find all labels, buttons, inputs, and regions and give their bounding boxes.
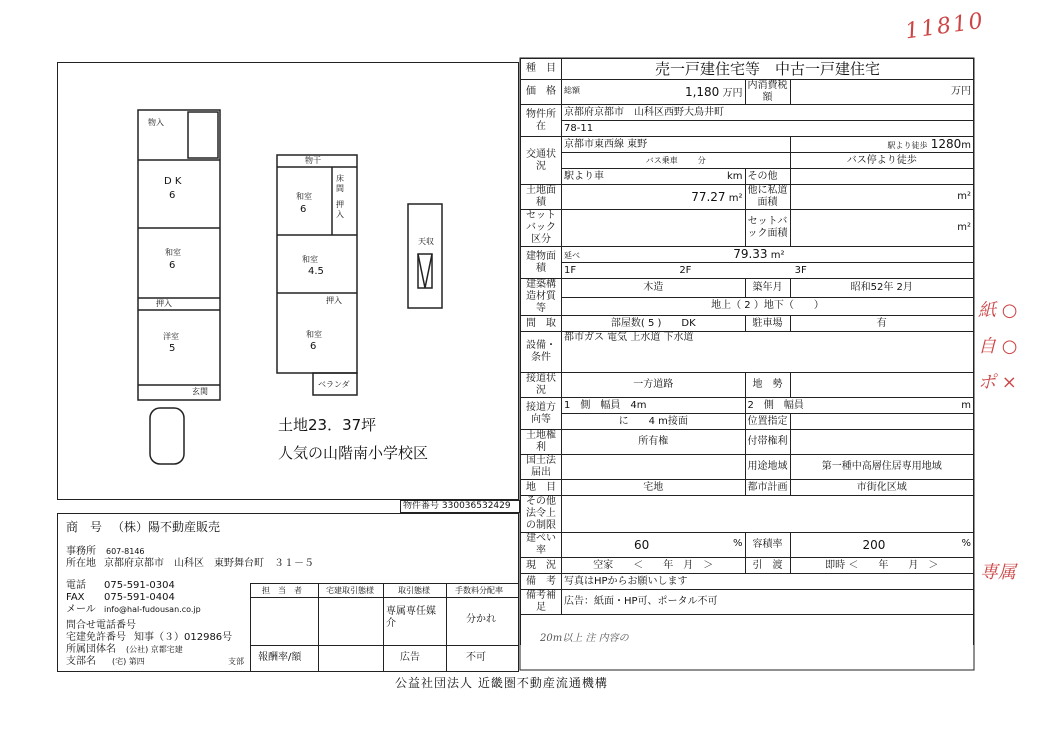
private-road-label: 他に私道面積 [745,185,790,210]
handwritten-bottom-note: 20m以上 注 内容の [540,633,629,644]
loc-number: 78-11 [562,121,974,137]
floors-value: 地上（ 2 ）地下（ ） [562,297,974,316]
chimoku-label: 地 目 [521,480,562,496]
address-value: 京都府京都市 山科区 東野舞台町 ３１－５ [104,558,314,569]
license-value: 知事（３）012986号 [134,632,233,643]
license-label: 宅建免許番号 [66,632,126,643]
land-value: 77.27 [691,189,726,204]
bldg-unit: m² [770,250,785,261]
tel-value: 075-591-0304 [104,580,175,591]
station-car: 駅より車 [564,170,604,182]
use-zone-label: 用途地域 [745,455,790,480]
type-label: 種 目 [521,59,562,80]
handwritten-note: 専属 [980,562,1016,583]
restrict-label: その他法令上の制限 [521,496,562,533]
dir1-side: 側 [580,399,591,411]
tax-unit: 万円 [790,80,974,105]
dir1-no: 1 [564,399,571,411]
dir1-width-label: 幅員 [600,399,621,411]
fp2-tokonoma: 床間 [336,174,344,193]
frontage-label: に [618,415,629,427]
handover-value: 即時 ＜ 年 月 ＞ [790,558,974,574]
terms-broker: 取引態様 [398,586,430,595]
dir2-no: 2 [747,399,754,411]
report-label: 国土法届出 [521,455,562,480]
access-label: 接道状況 [521,373,562,398]
setback-area-label: セットバック面積 [745,210,790,247]
chimoku-value: 宅地 [562,480,746,496]
built-value: 昭和52年 2月 [790,279,974,298]
roof-outline [408,204,442,308]
walk-label: 駅より徒歩 [887,141,928,150]
fp1-yoshitsu: 洋室 [163,332,179,341]
parking-value: 有 [790,316,974,332]
fp2-washitsu-b-size: 4.5 [308,266,324,277]
branch-value: (宅) 第四 [112,657,145,666]
school-district: 人気の山階南小学校区 [278,444,429,462]
fax-value: 075-591-0404 [104,592,175,603]
bldg-value: 79.33 [733,247,768,261]
bldg-label: 建物面積 [521,247,562,279]
right-label: 土地権利 [521,430,562,455]
fp1-washitsu: 和室 [165,248,181,257]
fp1-genkan: 玄関 [192,387,208,396]
remarks-label: 備 考 [521,574,562,590]
setback-label: セットバック区分 [521,210,562,247]
far-label: 容積率 [745,533,790,558]
fee-label: 報酬率/額 [258,652,302,663]
price-sub: 総額 [564,85,580,95]
far-pct: % [961,537,971,549]
fp1-storage: 物入 [148,118,164,127]
assoc-label: 所属団体名 [66,644,116,655]
office-label: 事務所 [66,546,96,557]
other-label: その他 [745,169,790,185]
f2-label: 2F [679,264,692,276]
ancillary-label: 付帯権利 [745,430,790,455]
bus-stop-label: バス停より徒歩 [790,153,974,169]
branch-suffix: 支部 [228,657,244,666]
city-plan-label: 都市計画 [745,480,790,496]
f3-label: 3F [794,264,807,276]
handwritten-mark-1: 紙 ○ [978,300,1018,321]
dir2-width: m [961,399,971,411]
bcr-label: 建ぺい率 [521,533,562,558]
office-zip: 607-8146 [106,547,145,556]
tax-label: 内消費税額 [745,80,790,105]
fp1-washitsu-size: 6 [169,260,176,271]
price-label: 価 格 [521,80,562,105]
land-label: 土地面積 [521,185,562,210]
fp2-washitsu-b: 和室 [302,255,318,264]
rooms-value: 部屋数( 5 ) DK [562,316,746,332]
layout-label: 間 取 [521,316,562,332]
use-zone-value: 第一種中高層住居専用地域 [790,455,974,480]
handwritten-mark-3: ポ × [978,372,1017,393]
bus-min: 分 [697,155,706,165]
dir2-side: 側 [763,399,774,411]
footer-organization: 公益社団法人 近畿圏不動産流通機構 [395,676,608,690]
land-tsubo: 土地23．37坪 [278,416,377,434]
fp2-washitsu-a: 和室 [296,192,312,201]
commission-value: 分かれ [466,614,496,625]
loc-label: 物件所在 [521,105,562,137]
terrain-label: 地 勢 [745,373,790,398]
mail-label: メール [66,604,96,615]
mail-value: info@hal-fudousan.co.jp [104,605,201,614]
nobe-label: 延べ [564,251,580,260]
ad-value: 不可 [466,652,486,663]
trade-label: 商 号 [66,520,103,534]
line-value: 京都市東西線 東野 [562,137,791,153]
remarks-value: 写真はHPからお願いします [562,574,974,590]
frontage-value: 4 m接面 [648,415,688,427]
remarks2-value: 広告：紙面・HP可、ポータル不可 [562,590,974,615]
car-icon [150,408,184,464]
price-unit: 万円 [722,87,743,99]
fp1-yoshitsu-size: 5 [169,343,176,354]
terms-transaction: 宅建取引態様 [326,586,374,595]
walk-unit: m [961,140,971,151]
terms-commission: 手数料分配率 [455,586,503,595]
handwritten-mark-2: 自 ○ [978,336,1018,357]
property-number [400,500,520,513]
facility-label: 設備・条件 [521,332,562,373]
fp2-oshiire-a: 押入 [336,200,344,219]
fp2-veranda: ベランダ [318,380,350,389]
city-plan-value: 市街化区域 [790,480,974,496]
roof-label: 天収 [418,237,434,246]
built-label: 築年月 [745,279,790,298]
private-road-unit: m² [790,185,974,210]
address-label: 所在地 [66,558,96,569]
fp2-washitsu-c-size: 6 [310,341,317,352]
fp1-oshiire: 押入 [156,299,172,308]
land-unit: m² [728,192,743,204]
property-number-value: 330036532429 [441,501,511,511]
f1-label: 1F [564,264,577,276]
loc-value: 京都府京都市 山科区西野大鳥井町 [562,105,974,121]
fp2-monohoshi: 物干 [305,156,321,165]
terms-person: 担 当 者 [262,586,302,595]
fp2-washitsu-c: 和室 [306,330,322,339]
struct-value: 木造 [562,279,746,298]
fax-label: FAX [66,592,85,603]
traffic-label: 交通状況 [521,137,562,185]
broker-value: 専属専任媒介 [386,606,436,629]
bus-label: バス乗車 [645,155,678,165]
inquiry-label: 問合せ電話番号 [66,620,136,631]
facility-value: 都市ガス 電気 上水道 下水道 [562,332,974,373]
km-unit: km [726,170,743,182]
fp1-dk-size: 6 [169,190,176,201]
handwritten-number: 11810 [903,8,987,45]
setback-unit: m² [790,210,974,247]
bcr-pct: % [732,537,743,549]
branch-label: 支部名 [66,656,96,667]
parking-label: 駐車場 [745,316,790,332]
status-value: 空家 ＜ 年 月 ＞ [562,558,746,574]
ad-label: 広告 [400,652,420,663]
bcr-value: 60 [634,537,650,552]
assoc-value: (公社) 京都宅建 [126,645,183,654]
property-number-label: 物件番号 [403,501,440,511]
price-value: 1,180 [684,84,720,99]
property-form [520,58,974,645]
struct-label: 建築構造材質等 [521,279,562,316]
right-value: 所有権 [562,430,746,455]
access-value: 一方道路 [562,373,746,398]
far-value: 200 [862,537,886,552]
type-value: 売一戸建住宅等 中古一戸建住宅 [562,59,974,80]
trade-name: （株）陽不動産販売 [112,520,221,534]
dir2-width-label: 幅員 [783,399,804,411]
handover-label: 引 渡 [745,558,790,574]
dir-label: 接道方向等 [521,398,562,430]
walk-value: 1280 [930,137,962,151]
status-label: 現 況 [521,558,562,574]
fp2-washitsu-a-size: 6 [300,204,307,215]
tel-label: 電話 [66,580,86,591]
fp2-oshiire-b: 押入 [326,296,342,305]
dir1-width: 4m [630,399,647,411]
remarks2-label: 備考補足 [521,590,562,615]
zone-spec-label: 位置指定 [745,414,790,430]
fp1-dk: D K [164,176,182,187]
